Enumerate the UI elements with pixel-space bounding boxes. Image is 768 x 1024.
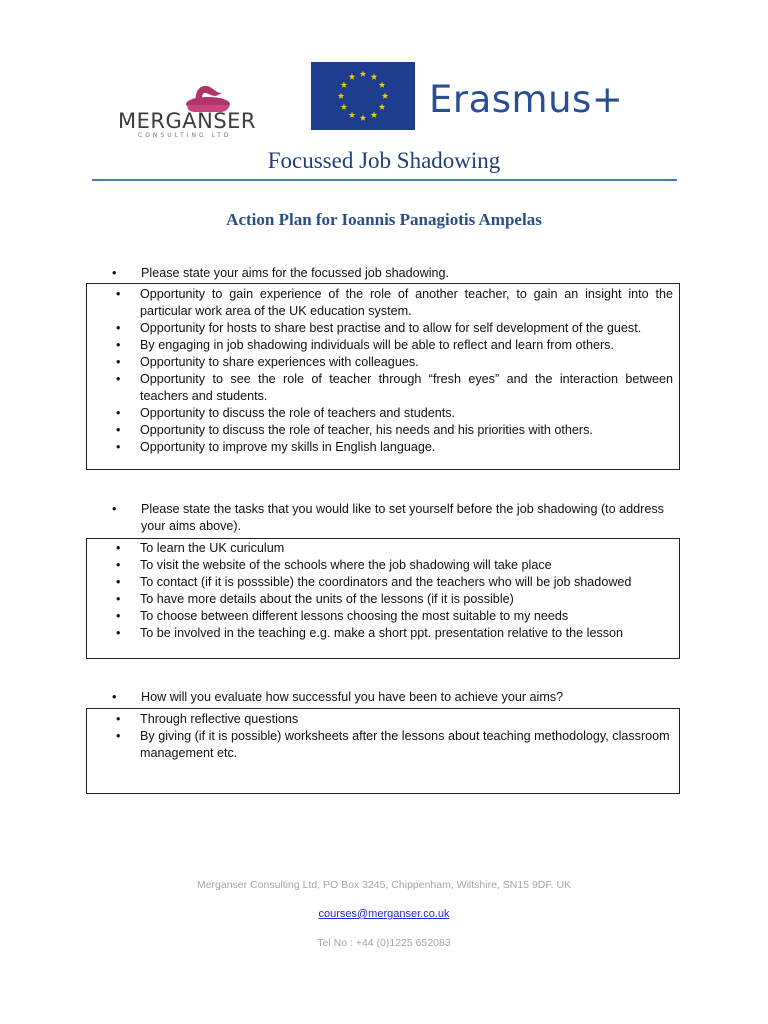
tasks-answer-box xyxy=(86,538,680,659)
bullet-icon: • xyxy=(116,626,121,640)
bullet-icon: • xyxy=(116,440,121,454)
bullet-icon: • xyxy=(112,502,117,516)
bullet-icon: • xyxy=(116,287,121,301)
email-link[interactable]: courses@merganser.co.uk xyxy=(318,908,450,920)
eu-flag-logo xyxy=(311,62,415,130)
bullet-icon: • xyxy=(112,690,117,704)
bullet-icon: • xyxy=(112,266,117,280)
bullet-icon: • xyxy=(116,338,121,352)
evaluation-question xyxy=(112,689,672,706)
list-item: • To choose between different lessons choosing the most suitable to my needs xyxy=(116,609,569,623)
list-item: • Opportunity to discuss the role of teachers and students. xyxy=(116,406,456,420)
tasks-question-text: Please state the tasks that you would like to set yourself before the job shadowing (to address your aims above). xyxy=(141,502,664,533)
list-item: • By engaging in job shadowing individuals will be able to reflect and learn from others. xyxy=(116,338,614,352)
document-title: Focussed Job Shadowing xyxy=(267,148,501,173)
list-item: • Opportunity for hosts to share best practise and to allow for self development of the guest. xyxy=(116,321,642,335)
title-divider xyxy=(92,179,677,181)
list-item: • To have more details about the units of the lessons (if it is possible) xyxy=(116,592,514,606)
bullet-icon: • xyxy=(116,558,121,572)
aims-answer-box xyxy=(86,283,680,470)
list-item: • To contact (if it is posssible) the coordinators and the teachers who will be job shadowed xyxy=(116,575,632,589)
bullet-icon: • xyxy=(116,712,121,726)
list-item: • To learn the UK curiculum xyxy=(116,541,285,555)
aims-question-text: Please state your aims for the focussed job shadowing. xyxy=(141,266,450,280)
tasks-question xyxy=(112,501,672,535)
list-item: • Opportunity to see the role of teacher through “fresh eyes” and the interaction between teachers and students. xyxy=(116,372,673,403)
action-plan-subtitle: Action Plan for Ioannis Panagiotis Ampelas xyxy=(226,210,542,229)
merganser-subtext: CONSULTING LTD xyxy=(138,132,232,138)
bullet-icon: • xyxy=(116,729,121,743)
list-item: • Through reflective questions xyxy=(116,712,299,726)
list-item: • By giving (if it is possible) worksheets after the lessons about teaching methodology, classroom management etc. xyxy=(116,729,670,760)
bullet-icon: • xyxy=(116,372,121,386)
bullet-icon: • xyxy=(116,609,121,623)
list-item: • Opportunity to discuss the role of teacher, his needs and his priorities with others. xyxy=(116,423,593,437)
footer-phone: Tel No : +44 (0)1225 652083 xyxy=(317,937,451,949)
evaluation-question-text: How will you evaluate how successful you have been to achieve your aims? xyxy=(141,690,564,704)
list-item: • To be involved in the teaching e.g. make a short ppt. presentation relative to the lesson xyxy=(116,626,624,640)
bullet-icon: • xyxy=(116,406,121,420)
bullet-icon: • xyxy=(116,541,121,555)
aims-question xyxy=(112,265,672,282)
list-item: • Opportunity to improve my skills in English language. xyxy=(116,440,436,454)
bullet-icon: • xyxy=(116,355,121,369)
bullet-icon: • xyxy=(116,592,121,606)
list-item: • Opportunity to gain experience of the role of another teacher, to gain an insight into the particular work area of the UK education system. xyxy=(116,287,673,318)
bullet-icon: • xyxy=(116,321,121,335)
erasmus-plus-logo-text: Erasmus+ xyxy=(429,78,624,121)
bullet-icon: • xyxy=(116,423,121,437)
list-item: • Opportunity to share experiences with colleagues. xyxy=(116,355,419,369)
footer-address: Merganser Consulting Ltd, PO Box 3245, Chippenham, Wiltshire, SN15 9DF. UK xyxy=(196,879,572,891)
evaluation-answer-box xyxy=(86,708,680,794)
merganser-logo xyxy=(116,78,284,138)
bullet-icon: • xyxy=(116,575,121,589)
list-item: • To visit the website of the schools where the job shadowing will take place xyxy=(116,558,552,572)
merganser-wordmark: MERGANSER xyxy=(118,109,257,133)
footer-email-row xyxy=(0,907,768,921)
